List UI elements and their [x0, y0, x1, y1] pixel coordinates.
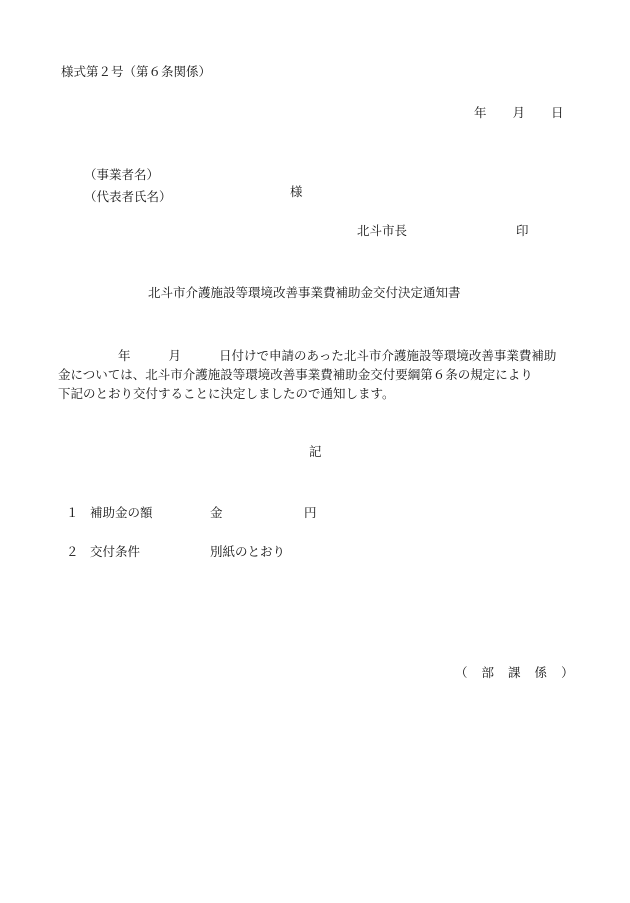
recipient-block: [84, 164, 172, 208]
issue-date: [474, 107, 564, 120]
item-1-label: 補助金の額: [90, 505, 153, 520]
date-month: 月: [512, 105, 526, 120]
body-line-2: 金については、北斗市介護施設等環境改善事業費補助金交付要綱第６条の規定により: [58, 367, 533, 382]
seal-mark: 印: [516, 223, 529, 238]
form-number: 様式第２号（第６条関係）: [61, 64, 212, 79]
date-year: 年: [474, 105, 487, 120]
honorific: 様: [290, 184, 303, 199]
ki-heading: 記: [309, 444, 322, 459]
dept-open-paren: （: [455, 665, 468, 680]
body-line-1-text: 日付けで申請のあった北斗市介護施設等環境改善事業費補助: [219, 348, 557, 363]
body-line-1: [58, 346, 578, 365]
representative-label: （代表者氏名）: [84, 189, 172, 204]
item-2-value: 別紙のとおり: [210, 544, 286, 559]
document-title: 北斗市介護施設等環境改善事業費補助金交付決定通知書: [148, 285, 461, 300]
sender-mayor: 北斗市長: [357, 223, 408, 238]
dept-bu: 部: [481, 665, 495, 680]
body-line-3: 下記のとおり交付することに決定しましたので通知します。: [58, 386, 395, 401]
body-year: 年: [118, 348, 131, 363]
business-name-label: （事業者名）: [84, 167, 160, 182]
item-1-value: 金: [210, 505, 223, 520]
department-line: [455, 667, 574, 680]
dept-close-paren: ）: [561, 665, 574, 680]
item-1-number: １: [66, 505, 79, 520]
dept-kakari: 係: [534, 665, 548, 680]
date-day: 日: [551, 105, 564, 120]
dept-ka: 課: [508, 665, 521, 680]
item-2-number: ２: [66, 544, 79, 559]
body-month: 月: [168, 348, 182, 363]
item-1-unit: 円: [304, 505, 317, 520]
notice-body: [58, 346, 578, 403]
item-2-label: 交付条件: [90, 544, 141, 559]
